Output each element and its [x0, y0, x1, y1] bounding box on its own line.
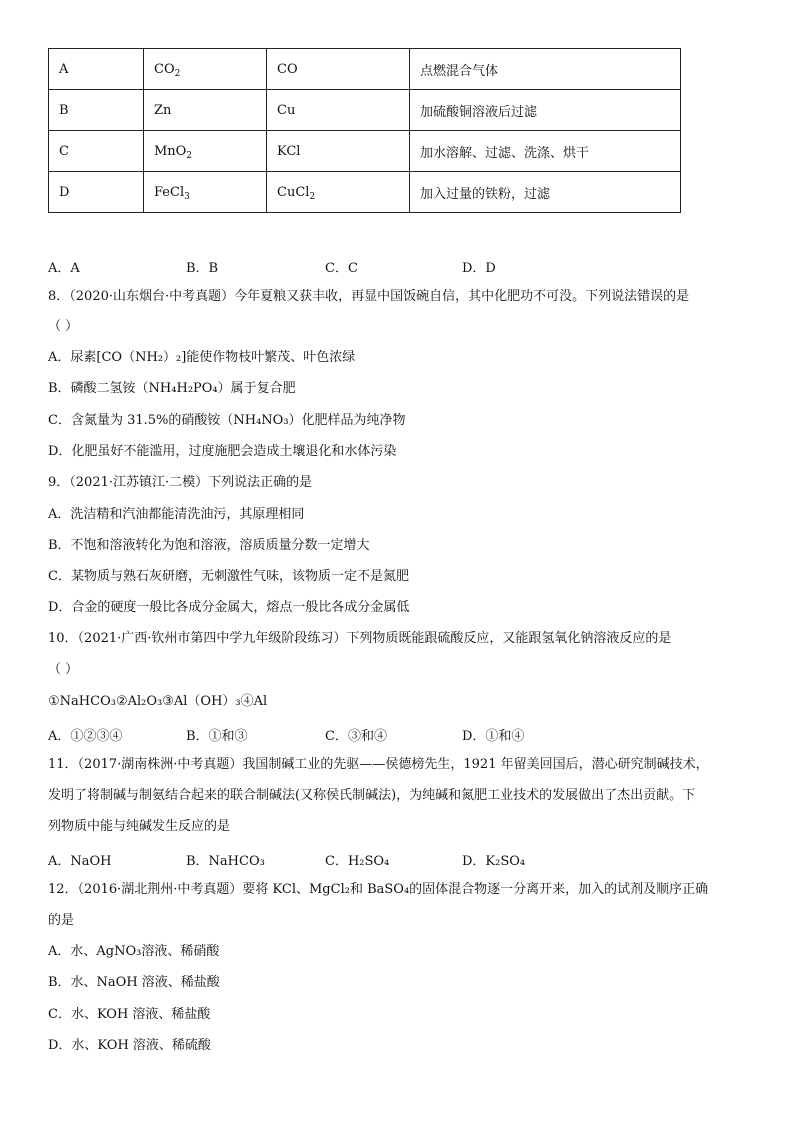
item-number: ①: [48, 694, 60, 709]
substance-cell: Zn: [144, 90, 267, 131]
choice-a[interactable]: A．A: [48, 261, 80, 276]
choice-c[interactable]: C．C: [325, 261, 358, 276]
q10-answer-paren: （ ）: [48, 662, 79, 677]
substance-formula: Al（OH）₃: [173, 694, 241, 709]
q12-option-a[interactable]: A．水、AgNO₃溶液、稀硝酸: [48, 944, 220, 959]
choice-d[interactable]: D．K₂SO₄: [462, 854, 526, 869]
impurity-cell: CuCl$_2$: [267, 172, 410, 213]
method-cell: 加水溶解、过滤、洗涤、烘干: [410, 131, 681, 172]
q12-stem-line1: 12．（2016·湖北荆州·中考真题）要将 KCl、MgCl₂和 BaSO₄的固体混合物逐一分离开来，加入的试剂及顺序正确: [48, 882, 709, 897]
table-row: [49, 172, 681, 213]
substance-cell: FeCl$_3$: [144, 172, 267, 213]
item-number: ③: [162, 694, 174, 709]
q8-option-a[interactable]: A．尿素[CO（NH₂）₂]能使作物枝叶繁茂、叶色浓绿: [48, 350, 356, 365]
q11-stem-line3: 列物质中能与纯碱发生反应的是: [48, 819, 231, 834]
q9-option-b[interactable]: B．不饱和溶液转化为饱和溶液，溶质质量分数一定增大: [48, 538, 370, 553]
q9-option-d[interactable]: D．合金的硬度一般比各成分金属大，熔点一般比各成分金属低: [48, 600, 410, 615]
q9-option-c[interactable]: C．某物质与熟石灰研磨，无刺激性气味，该物质一定不是氮肥: [48, 569, 409, 584]
q10-items: [48, 693, 267, 711]
method-cell: 加硫酸铜溶液后过滤: [410, 90, 681, 131]
choice-c[interactable]: C．H₂SO₄: [325, 854, 390, 869]
choice-c[interactable]: C．③和④: [325, 729, 387, 744]
item-number: ④: [240, 694, 254, 709]
options-table: [48, 48, 681, 213]
choice-d[interactable]: D．①和④: [462, 729, 525, 744]
table-row: [49, 49, 681, 90]
impurity-cell: CO: [267, 49, 410, 90]
table-row: [49, 90, 681, 131]
row-label: A: [49, 49, 144, 90]
choice-b[interactable]: B．①和③: [186, 729, 248, 744]
q9-option-a[interactable]: A．洗洁精和汽油都能清洗油污，其原理相同: [48, 507, 305, 522]
q9-stem: 9．（2021·江苏镇江·二模）下列说法正确的是: [48, 475, 313, 490]
q11-stem-line2: 发明了将制碱与制氨结合起来的联合制碱法(又称侯氏制碱法)，为纯碱和氮肥工业技术的发展做出了杰出贡献。下: [48, 788, 696, 803]
substance-cell: MnO$_2$: [144, 131, 267, 172]
table-row: [49, 131, 681, 172]
row-label: D: [49, 172, 144, 213]
choice-d[interactable]: D．D: [462, 261, 496, 276]
q11-stem-line1: 11．（2017·湖南株洲·中考真题）我国制碱工业的先驱——侯德榜先生，1921 年留美回国后，潜心研究制碱技术，: [48, 757, 709, 772]
q8-option-d[interactable]: D．化肥虽好不能滥用，过度施肥会造成土壤退化和水体污染: [48, 444, 397, 459]
item-number: ②: [115, 694, 128, 709]
impurity-cell: KCl: [267, 131, 410, 172]
q10-stem: 10．（2021·广西·钦州市第四中学九年级阶段练习）下列物质既能跟硫酸反应，又能跟氢氧化钠溶液反应的是: [48, 631, 672, 646]
row-label: C: [49, 131, 144, 172]
q8-stem: 8．（2020·山东烟台·中考真题）今年夏粮又获丰收，再显中国饭碗自信，其中化肥功不可没。下列说法错误的是: [48, 289, 690, 304]
substance-formula: NaHCO₃: [59, 694, 116, 709]
choice-b[interactable]: B．NaHCO₃: [186, 854, 265, 869]
q12-stem-line2: 的是: [48, 913, 75, 928]
substance-formula: Al: [253, 694, 268, 709]
q12-option-c[interactable]: C．水、KOH 溶液、稀盐酸: [48, 1007, 211, 1022]
method-cell: 加入过量的铁粉，过滤: [410, 172, 681, 213]
method-cell: 点燃混合气体: [410, 49, 681, 90]
choice-a[interactable]: A．①②③④: [48, 729, 123, 744]
substance-cell: $CO_2$: [144, 49, 267, 90]
q8-answer-paren: （ ）: [48, 319, 79, 334]
choice-a[interactable]: A．NaOH: [48, 854, 112, 869]
impurity-cell: Cu: [267, 90, 410, 131]
row-label: B: [49, 90, 144, 131]
substance-formula: Al₂O₃: [127, 694, 163, 709]
q12-option-d[interactable]: D．水、KOH 溶液、稀硫酸: [48, 1038, 211, 1053]
q8-option-c[interactable]: C．含氮量为 31.5%的硝酸铵（NH₄NO₃）化肥样品为纯净物: [48, 413, 406, 428]
choice-b[interactable]: B．B: [186, 261, 219, 276]
q8-option-b[interactable]: B．磷酸二氢铵（NH₄H₂PO₄）属于复合肥: [48, 381, 296, 396]
q12-option-b[interactable]: B．水、NaOH 溶液、稀盐酸: [48, 975, 220, 990]
